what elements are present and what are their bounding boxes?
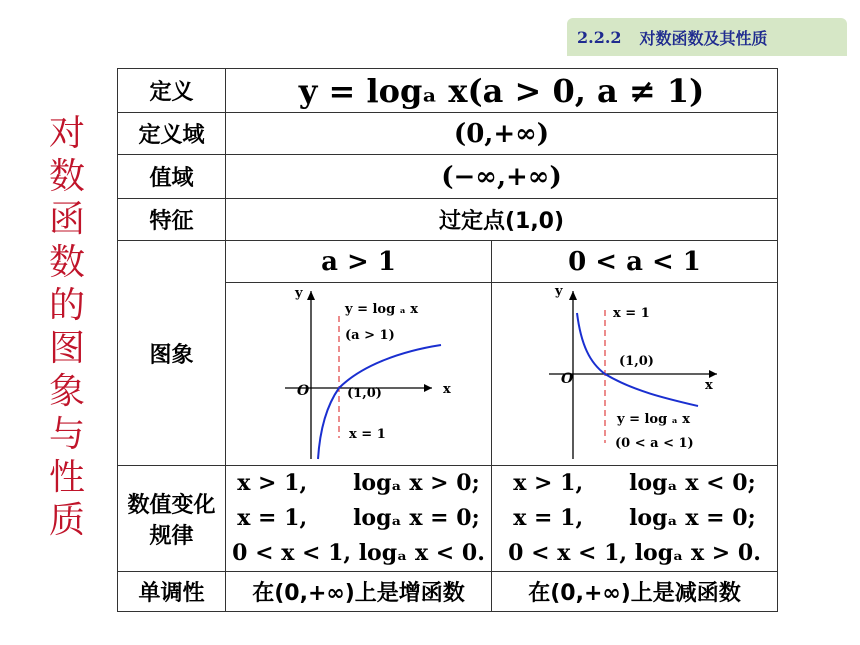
x-axis-label: x — [442, 382, 451, 397]
y-axis-arrow — [569, 291, 577, 300]
function-label: y = log ₐ x — [344, 302, 418, 317]
graph-increasing — [227, 283, 491, 461]
side-char: 象 — [48, 371, 85, 412]
row-rules — [118, 466, 778, 572]
range-label: 值域 — [118, 155, 226, 199]
point-label: (1,0) — [618, 354, 654, 369]
graph-decreasing — [493, 283, 777, 461]
origin-label: O — [296, 383, 309, 399]
monotonic-label: 单调性 — [118, 572, 226, 612]
side-char: 的 — [48, 285, 85, 326]
point-label: (1,0) — [346, 386, 382, 401]
condition-label: (a > 1) — [344, 328, 395, 343]
row-definition — [118, 69, 778, 113]
side-char: 对 — [48, 113, 85, 154]
line-label: x = 1 — [348, 427, 386, 442]
section-title: 对数函数及其性质 — [639, 28, 768, 48]
log-function-table — [117, 68, 778, 612]
rule-line: 0 < x < 1, logₐ x < 0. — [232, 540, 485, 566]
rules-decreasing — [492, 466, 778, 572]
y-axis-label: y — [294, 286, 303, 301]
section-number: 2.2.2 — [577, 27, 622, 47]
rule-line: x > 1, logₐ x < 0; — [513, 470, 756, 496]
case-a-gt-1: a > 1 — [226, 241, 492, 283]
condition-label: (0 < a < 1) — [614, 436, 694, 451]
row-cases — [118, 241, 778, 283]
monotonic-decreasing: 在(0,+∞)上是减函数 — [492, 572, 778, 612]
side-char: 数 — [48, 242, 85, 283]
side-char: 质 — [48, 500, 85, 541]
domain-label: 定义域 — [118, 113, 226, 155]
side-title — [42, 112, 92, 542]
feature-value: 过定点(1,0) — [226, 199, 778, 241]
domain-value: (0,+∞) — [226, 113, 778, 155]
y-axis-arrow — [307, 291, 315, 300]
rule-label: 数值变化规律 — [118, 466, 226, 572]
graph-label: 图象 — [118, 241, 226, 466]
row-domain — [118, 113, 778, 155]
definition-value: y = logₐ x(a > 0, a ≠ 1) — [226, 69, 778, 113]
section-badge — [567, 18, 847, 56]
case-a-lt-1: 0 < a < 1 — [492, 241, 778, 283]
line-label: x = 1 — [612, 306, 650, 321]
function-label: y = log ₐ x — [616, 412, 690, 427]
rule-line: x = 1, logₐ x = 0; — [513, 505, 756, 531]
row-monotonic — [118, 572, 778, 612]
rule-line: x > 1, logₐ x > 0; — [237, 470, 480, 496]
row-range — [118, 155, 778, 199]
range-value: (−∞,+∞) — [226, 155, 778, 199]
y-axis-label: y — [554, 284, 563, 299]
side-char: 性 — [48, 457, 85, 498]
graph-cell-lt1 — [492, 283, 778, 466]
side-char: 数 — [48, 156, 85, 197]
graph-cell-gt1 — [226, 283, 492, 466]
side-char: 函 — [48, 199, 85, 240]
rule-line: x = 1, logₐ x = 0; — [237, 505, 480, 531]
x-axis-arrow — [709, 370, 717, 378]
feature-label: 特征 — [118, 199, 226, 241]
monotonic-increasing: 在(0,+∞)上是增函数 — [226, 572, 492, 612]
side-char: 图 — [48, 328, 85, 369]
rules-increasing — [226, 466, 492, 572]
origin-label: O — [560, 371, 573, 387]
side-char: 与 — [48, 414, 85, 455]
definition-label: 定义 — [118, 69, 226, 113]
rule-line: 0 < x < 1, logₐ x > 0. — [508, 540, 761, 566]
x-axis-label: x — [704, 378, 713, 393]
row-feature — [118, 199, 778, 241]
x-axis-arrow — [424, 384, 432, 392]
